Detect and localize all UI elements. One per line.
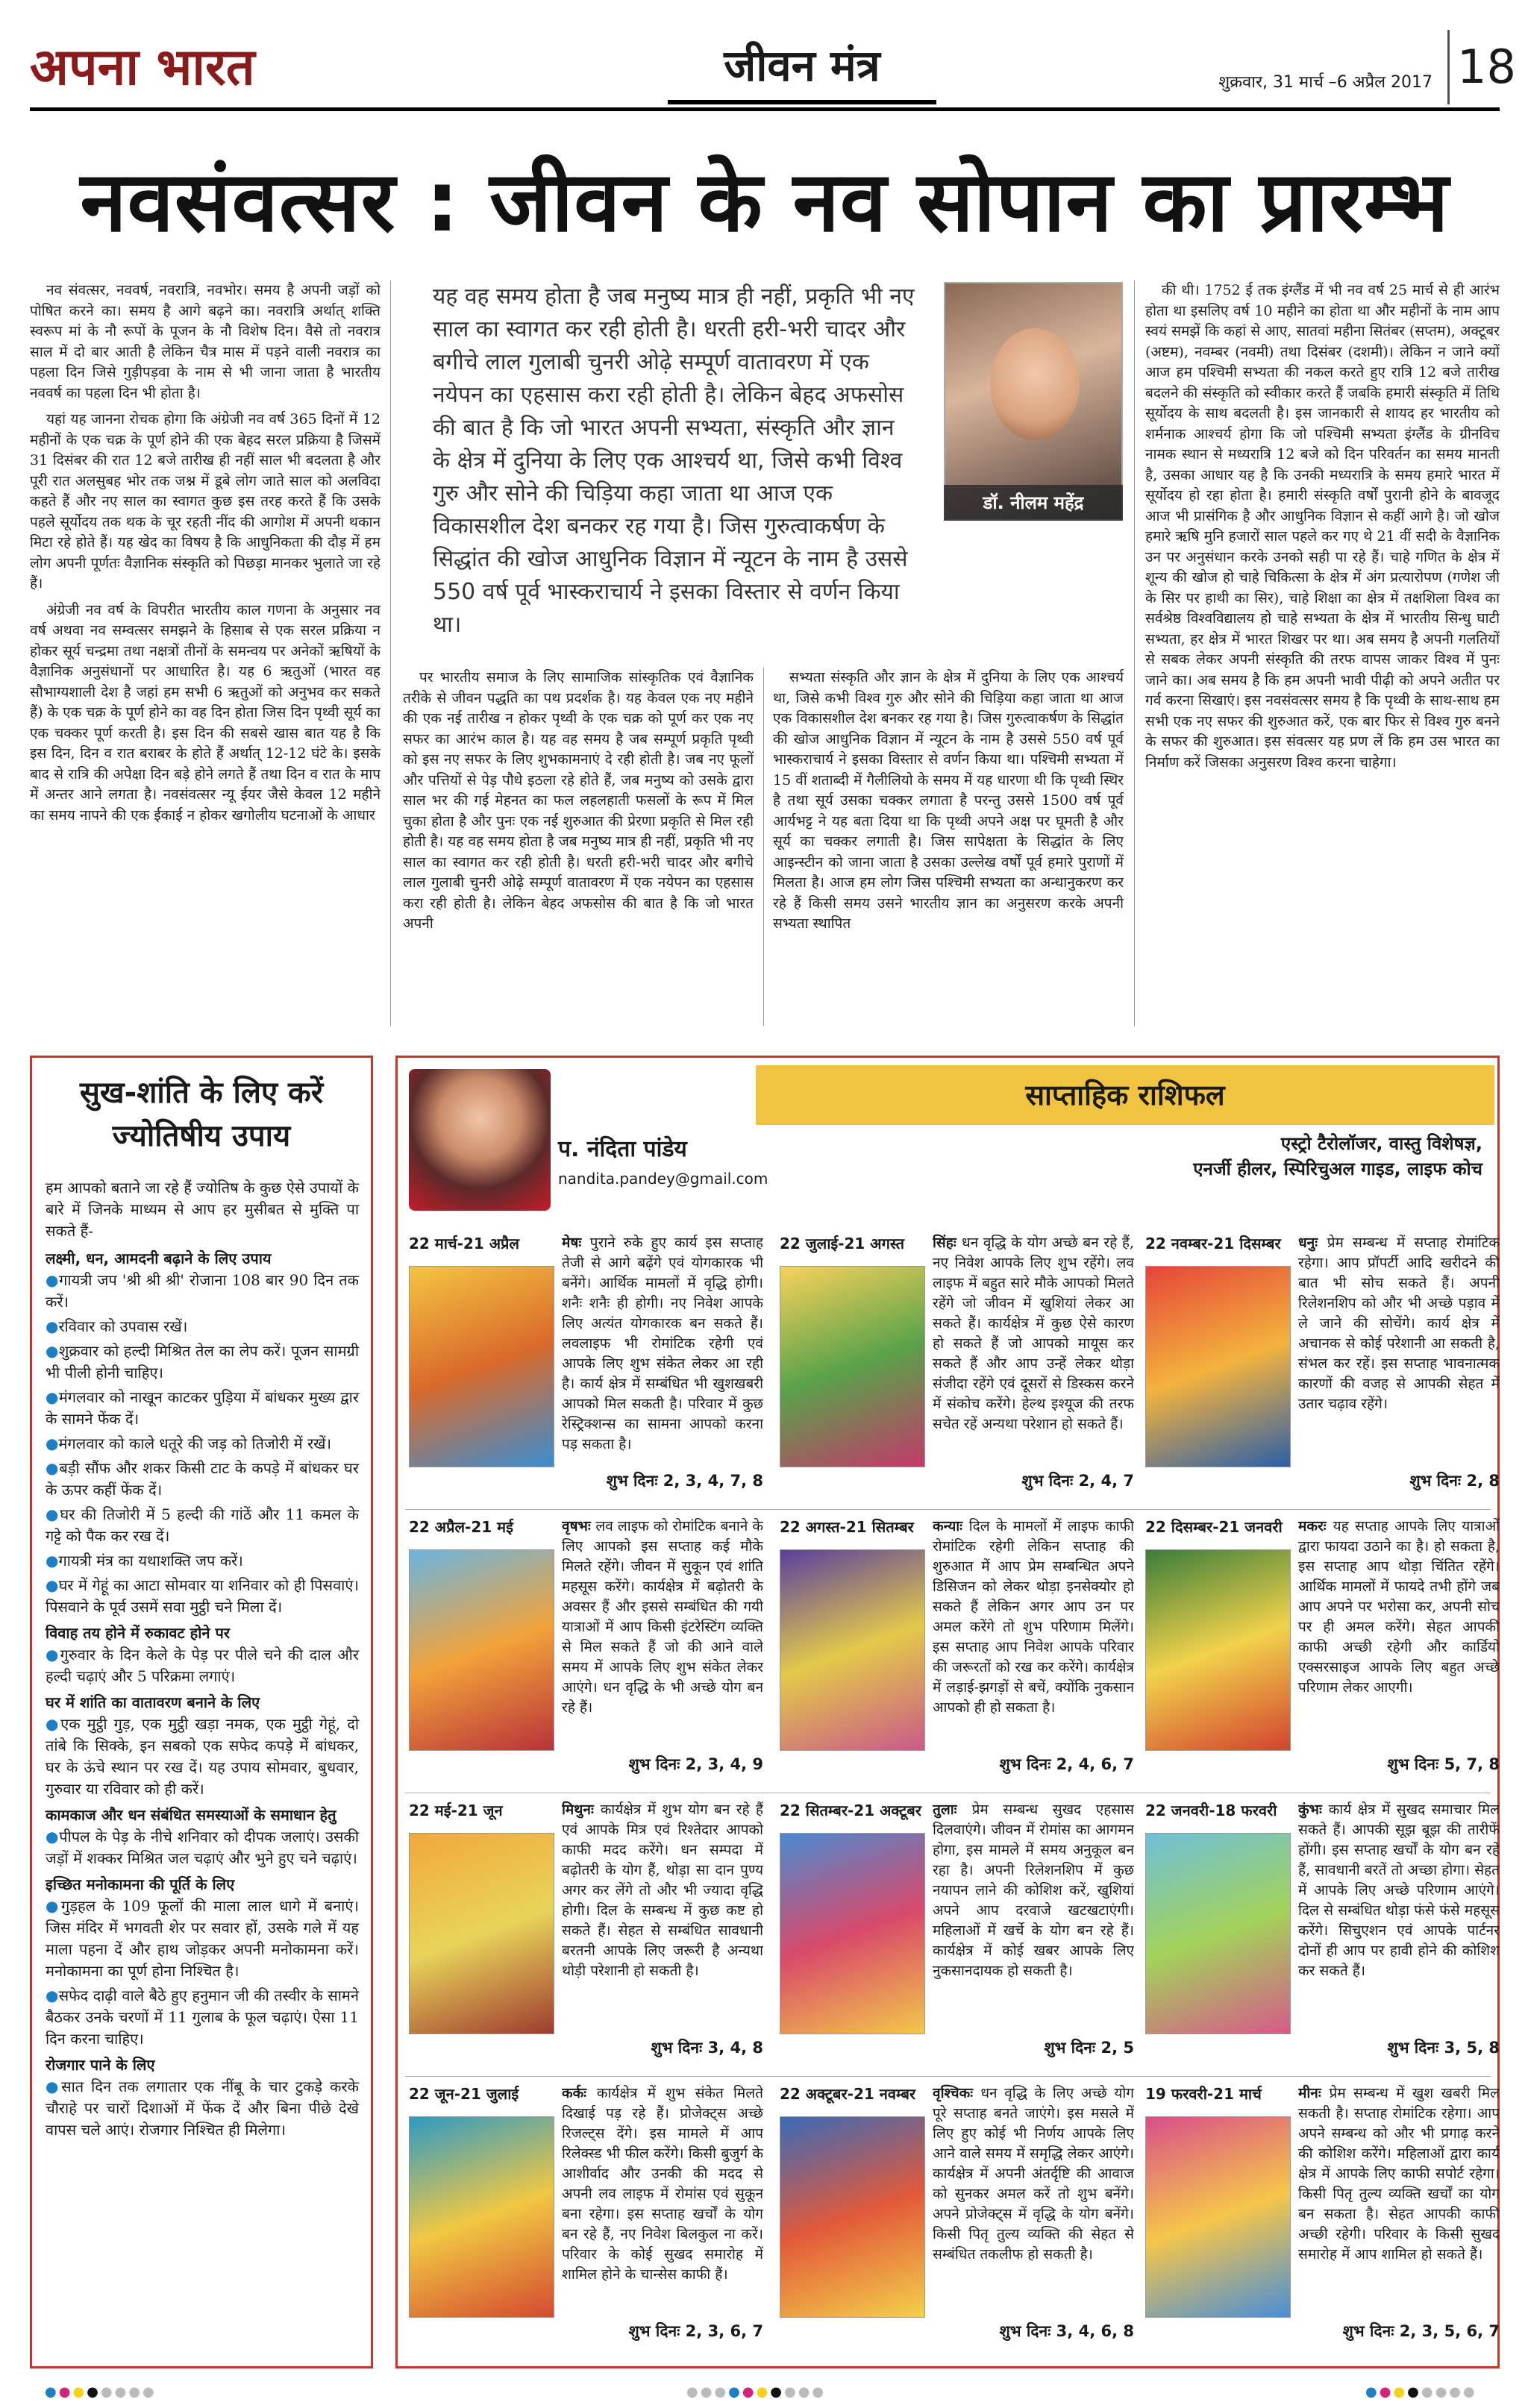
zodiac-dates: 22 अक्टूबर-21 नवम्बर <box>780 2085 916 2103</box>
remedy-item: ● पीपल के पेड़ के नीचे शनिवार को दीपक जलाएं। उसकी जड़ों में शक्कर मिश्रित जल चढ़ाएं और भुने हुए चने चढ़ाएं। <box>46 1826 359 1869</box>
zodiac-illustration <box>1145 2116 1291 2318</box>
zodiac-lucky-days: शुभ दिनः 2, 3, 5, 6, 7 <box>1342 2322 1500 2340</box>
zodiac-name: वृषभः <box>562 1518 596 1534</box>
zodiac-sign-card <box>409 1800 763 2080</box>
zodiac-illustration <box>409 1266 554 1467</box>
article-paragraph: की थी। 1752 ई तक इंग्लैंड में भी नव वर्ष 25 मार्च से ही आरंभ होता था इसलिए वर्ष 10 महीने का होता था और महीनों के नाम आप स्वयं समझें कि कहां से आए, सातवां महीना सितंबर (सप्तम), अक्टूबर (अष्टम), नवम्बर (नवमी) तथा दिसंबर (दशमी)। लेकिन न जाने क्यों आज हम पश्चिमी सभ्यता की नकल करते हुए रात्रि 12 बजे तारीख बदलने की संस्कृति को स्वीकार करते हैं जबकि हमारी संस्कृति में तिथि सूर्योदय के साथ बदलती है। इस जानकारी से शायद हर भारतीय को शर्मनाक आश्चर्य होगा कि जो पश्चिमी सभ्यता इंग्लैंड के ग्रीनविच नामक स्थान से मध्यरात्रि 12 बजे को दिन परिवर्तन का समय मानती है, उसका आधार यह है कि उनकी मध्यरात्रि के समय हमारे भारत में सूर्योदय हो रहा होता है। हमारी संस्कृति वर्षों पुरानी होने के बावजूद आज भी प्रासंगिक है और आधुनिक विज्ञान से कहीं आगे है। जो खोज हमारे ऋषि मुनि हजारों साल पहले कर गए थे 21 वीं सदी के वैज्ञानिक उन पर अनुसंधान करके उनको सही पा रहे हैं। चाहे गणित के क्षेत्र में शून्य की खोज हो चाहे चिकित्सा के क्षेत्र में अंग प्रत्यारोपण (गणेश जी के सिर पर हाथी का सिर), चाहे शिक्षा का क्षेत्र में तक्षशिला विश्व का सर्वश्रेष्ठ विश्वविद्यालय हो चाहे सभ्यता के क्षेत्र में भारतीय सिन्धु घाटी सभ्यता, हर क्षेत्र में भारत शिखर पर था। अब समय है अपनी गलतियों से सबक लेकर अपनी संस्कृति की तरफ वापस जाकर विश्व में पुनः जाने का। अब समय है कि हम अपनी भावी पीढ़ी को अपने अतीत पर गर्व करना सिखाएं। इस नवसंवत्सर समय है कि पृथ्वी के साथ-साथ हम सभी एक नए सफर की शुरुआत करें, एक बार फिर से विश्व गुरु बनने के सफर की शुरुआत। इस संवत्सर यह प्रण लें कि हम उस भारत का निर्माण करें जिसका अनुसरण विश्व करना चाहेगा। <box>1145 282 1500 771</box>
zodiac-name: मेषः <box>562 1235 590 1251</box>
print-registration-dots: ●●●●●●●●●● <box>686 2384 827 2400</box>
article-column-3 <box>773 668 1124 1026</box>
zodiac-illustration <box>409 1549 554 1751</box>
zodiac-illustration <box>780 2116 925 2318</box>
zodiac-sign-card <box>780 1517 1134 1796</box>
zodiac-lucky-days: शुभ दिनः 2, 4, 7 <box>1021 1472 1134 1490</box>
zodiac-row-divider <box>405 1509 1491 1510</box>
zodiac-name: सिंहः <box>933 1235 962 1251</box>
zodiac-dates: 22 नवम्बर-21 दिसम्बर <box>1145 1235 1281 1252</box>
zodiac-dates: 22 जून-21 जुलाई <box>409 2085 519 2103</box>
remedy-heading: रोजगार पाने के लिए <box>46 2056 155 2074</box>
zodiac-dates: 22 जनवरी-18 फरवरी <box>1145 1802 1277 1819</box>
article-column-2 <box>403 668 754 1026</box>
article-column-4 <box>1145 280 1500 1026</box>
zodiac-text: प्रेम सम्बन्ध में खुश खबरी मिल सकती है। सप्ताह रोमांटिक रहेगा। आप अपने सम्बन्ध को और भी प्रगाढ़ करने की कोशिश करेंगे। महिलाओं द्वारा कार्य क्षेत्र में आपके लिए काफी सपोर्ट रहेगा। किसी पितृ तुल्य व्यक्ति खर्चों का योग बन सकता है। सेहत आपकी काफी अच्छी रहेगी। परिवार के किसी सुखद समारोह में आप शामिल हो सकते हैं। <box>1298 2085 1500 2263</box>
zodiac-lucky-days: शुभ दिनः 2, 5 <box>1044 2039 1134 2057</box>
section-title: जीवन मंत्र <box>668 30 936 104</box>
zodiac-text: लव लाइफ को रोमांटिक बनाने के लिए आपको इस सप्ताह कई मौके मिलते रहेंगे। जीवन में सुकून एवं शांति महसूस करेंगे। कार्यक्षेत्र में बढ़ोतरी के अवसर हैं और इससे सम्बंधित की गयी यात्राओं में आप किसी इंटरेस्टिंग व्यक्ति से मिल सकते हैं जो की आने वाले समय में आपके लिए शुभ संकेत लेकर आएंगे। धन वृद्धि के भी अच्छे योग बन रहे हैं। <box>562 1518 763 1716</box>
pull-quote: यह वह समय होता है जब मनुष्य मात्र ही नहीं, प्रकृति भी नए साल का स्वागत कर रही होती है। धरती हरी-भरी चादर और बगीचे लाल गुलाबी चुनरी ओढ़े सम्पूर्ण वातावरण में एक नयेपन का एहसास करा रही होती है। लेकिन बेहद अफसोस की बात है कि जो भारत अपनी सभ्यता, संस्कृति और ज्ञान के क्षेत्र में दुनिया के लिए एक आश्चर्य था, जिसे कभी विश्व गुरु और सोने की चिड़िया कहा जाता था आज एक विकासशील देश बनकर रह गया है। जिस गुरुत्वाकर्षण के सिद्धांत की खोज आधुनिक विज्ञान में न्यूटन के नाम है उससे 550 वर्ष पूर्व भास्कराचार्य ने इसका विस्तार से वर्णन किया था। <box>433 283 915 638</box>
zodiac-dates: 22 जुलाई-21 अगस्त <box>780 1235 905 1252</box>
zodiac-lucky-days: शुभ दिनः 3, 4, 6, 8 <box>999 2322 1134 2340</box>
remedy-item: ● घर की तिजोरी में 5 हल्दी की गांठें और 11 कमल के गट्टे को पैक कर रख दें। <box>46 1504 359 1547</box>
zodiac-illustration <box>409 1833 554 2034</box>
zodiac-text: कार्य क्षेत्र में सुखद समाचार मिल सकते हैं। आपकी सूझ बूझ की तारीफें होंगी। इस सप्ताह खर्चों के योग बन रहे हैं, सावधानी बरतें तो अच्छा होगा। सेहत में आपके लिए अच्छे परिणाम आएंगे। दिल से सम्बंधित थोड़ा फंसे फंसे महसूस करेंगे। सिचुएशन एवं आपके पार्टनर दोनों ही आप पर हावी होने की कोशिश कर सकते हैं। <box>1298 1802 1500 1979</box>
zodiac-forecast <box>562 2084 763 2316</box>
zodiac-lucky-days: शुभ दिनः 2, 3, 4, 9 <box>628 1755 763 1773</box>
zodiac-row-divider <box>405 2076 1491 2077</box>
remedy-item: ● मंगलवार को नाखून काटकर पुड़िया में बांधकर मुख्य द्वार के सामने फेंक दें। <box>46 1387 359 1430</box>
zodiac-forecast <box>1298 2084 1500 2316</box>
zodiac-sign-card <box>780 2084 1134 2363</box>
zodiac-forecast <box>933 1800 1134 2033</box>
zodiac-lucky-days: शुभ दिनः 3, 5, 8 <box>1387 2039 1500 2057</box>
remedy-heading: विवाह तय होने में रुकावट होने पर <box>46 1624 230 1642</box>
remedy-item: ● घर में गेहूं का आटा सोमवार या शनिवार को ही पिसवाएं। पिसवाने के पूर्व उसमें सवा मुट्ठी चने मिला दें। <box>46 1575 359 1618</box>
zodiac-name: मिथुनः <box>562 1802 601 1818</box>
zodiac-dates: 22 मई-21 जून <box>409 1802 503 1819</box>
horoscope-box <box>395 1056 1500 2368</box>
article-column-1 <box>30 280 381 1026</box>
zodiac-name: धनुः <box>1298 1235 1327 1251</box>
zodiac-forecast <box>1298 1517 1500 1749</box>
zodiac-sign-card <box>780 1233 1134 1513</box>
astrologer-photo <box>409 1069 551 1211</box>
zodiac-dates: 22 अगस्त-21 सितम्बर <box>780 1518 914 1536</box>
zodiac-sign-card <box>409 1517 763 1796</box>
remedy-heading: कामकाज और धन संबंधित समस्याओं के समाधान हेतु <box>46 1806 336 1824</box>
astrologer-titles-line: एनर्जी हीलर, स्पिरिचुअल गाइड, लाइफ कोच <box>1193 1158 1482 1179</box>
zodiac-dates: 22 दिसम्बर-21 जनवरी <box>1145 1518 1283 1536</box>
remedy-item: ● बड़ी सौंफ और शकर किसी टाट के कपड़े में बांधकर घर के ऊपर कहीं फेंक दें। <box>46 1458 359 1501</box>
author-caption: डॉ. नीलम महेंद्र <box>944 485 1123 521</box>
zodiac-illustration <box>1145 1266 1291 1467</box>
article-paragraph: पर भारतीय समाज के लिए सामाजिक सांस्कृतिक एवं वैज्ञानिक तरीके से जीवन पद्धति का पथ प्रदर्शक है। यह केवल एक नए महीने की एक नई तारीख न होकर पृथ्वी के एक चक्र को पूर्ण कर एक नए सफर का आरंभ काल है। यह वह समय है जब सम्पूर्ण प्रकृति पृथ्वी को इस नए सफर के लिए शुभकामनाएं दे रही होती है। जब नए फूलों और पत्तियों से पेड़ पौधे इठला रहे होते हैं, जब मनुष्य को उसके द्वारा साल भर की गई मेहनत का फल लहलहाती फसलों के रूप में मिल चुका होता है और पुनः एक नई शुरुआत की प्रेरणा प्रकृति से मिल रही होती है। यह वह समय होता है जब मनुष्य मात्र ही नहीं, प्रकृति भी नए साल का स्वागत कर रही होती है। धरती हरी-भरी चादर और बगीचे लाल गुलाबी चुनरी ओढ़े सम्पूर्ण वातावरण में एक नयेपन का एहसास करा रही होती है। लेकिन बेहद अफसोस की बात है कि जो भारत अपनी <box>403 669 754 932</box>
zodiac-lucky-days: शुभ दिनः 2, 8 <box>1409 1472 1500 1490</box>
remedy-item: ● सात दिन तक लगातार एक नींबू के चार टुकड़े करके चौराहे पर चारों दिशाओं में फेंक दें और बिना पीछे देखे वापस चले आएं। रोजगार निश्चित ही मिलेगा। <box>46 2076 359 2141</box>
zodiac-dates: 22 सितम्बर-21 अक्टूबर <box>780 1802 921 1819</box>
remedy-item: ● गायत्री मंत्र का यथाशक्ति जप करें। <box>46 1550 359 1572</box>
zodiac-illustration <box>1145 1549 1291 1751</box>
page-headline: नवसंवत्सर : जीवन के नव सोपान का प्रारम्भ <box>80 154 1450 251</box>
column-divider <box>390 280 391 1026</box>
zodiac-illustration <box>780 1549 925 1751</box>
remedies-title: सुख-शांति के लिए करें ज्योतिषीय उपाय <box>79 1076 324 1153</box>
zodiac-dates: 19 फरवरी-21 मार्च <box>1145 2085 1262 2103</box>
zodiac-dates: 22 अप्रैल-21 मई <box>409 1518 513 1536</box>
zodiac-text: धन वृद्धि के लिए अच्छे योग पूरे सप्ताह बनते जाएंगे। इस मसले में लिए हुए कोई भी निर्णय आपके लिए आने वाले समय में समृद्धि लेकर आएंगे। कार्यक्षेत्र में अपनी अंतर्दृष्टि की आवाज को सुनकर अमल करें तो शुभ बनेंगे। अपने प्रोजेक्ट्स में वृद्धि के योग बनेंगे। किसी पितृ तुल्य व्यक्ति की सेहत से सम्बंधित तकलीफ हो सकती है। <box>933 2085 1134 2263</box>
zodiac-text: धन वृद्धि के योग अच्छे बन रहे हैं, नए निवेश आपके लिए शुभ रहेंगे। लव लाइफ में बहुत सारे मौके आपको मिलते रहेंगे जो जीवन में खुशियां लेकर आ सकते हैं। कार्यक्षेत्र में कुछ ऐसे कारण हो सकते हैं जो आपको मायूस कर सकते हैं और आप उन्हें लेकर थोड़ा संजीदा रहेंगे एवं दूसरों से डिस्कस करने में संकोच करेंगे। हेल्थ इश्यूज की तरफ सचेत रहें अन्यथा परेशान हो सकते हैं। <box>933 1235 1134 1432</box>
zodiac-forecast <box>933 1517 1134 1749</box>
zodiac-sign-card <box>1145 1233 1500 1513</box>
print-registration-dots: ●●●●●●●● <box>1365 2384 1477 2400</box>
masthead <box>30 30 1516 112</box>
remedy-item: ● गायत्री जप 'श्री श्री श्री' रोजाना 108 बार 90 दिन तक करें। <box>46 1270 359 1313</box>
zodiac-illustration <box>409 2116 554 2318</box>
article-paragraph: अंग्रेजी नव वर्ष के विपरीत भारतीय काल गणना के अनुसार नव वर्ष अथवा नव सम्वत्सर समझने के हिसाब से एक सरल प्रक्रिया न होकर सूर्य चन्द्रमा तथा नक्षत्रों तीनों के समन्वय पर अनेकों ऋषियों के वैज्ञानिक अनुसंधानों पर आधारित है। यह 6 ऋतुओं (भारत वह सौभाग्यशाली देश है जहां हम सभी 6 ऋतुओं को अनुभव कर सकते हैं) के एक चक्र के पूर्ण होने का वह दिन होता जिस दिन पृथ्वी सूर्य का एक चक्कर पूर्ण करती है। इस दिन की सबसे खास बात यह है कि इस दिन, दिन व रात बराबर के होते हैं अर्थात् 12-12 घंटे के। इसके बाद से रात्रि की अपेक्षा दिन बड़े होने लगते हैं तथा दिन व रात के माप में अन्तर आने लगता है। नवसंवत्सर न्यू ईयर जैसे केवल 12 महीने का समय नापने की एक ईकाई न होकर खगोलीय घटनाओं के आधार <box>30 601 381 824</box>
horoscope-title: साप्ताहिक राशिफल <box>1025 1079 1225 1111</box>
brand-logo: अपना भारत <box>30 37 255 97</box>
masthead-rule <box>30 107 1500 111</box>
article-paragraph: नव संवत्सर, नववर्ष, नवरात्रि, नवभोर। समय है अपनी जड़ों को पोषित करने का। समय है आगे बढ़ने का। नवरात्रि अर्थात् शक्ति स्वरूप मां के नौ रूपों के पूजन के नौ विशेष दिन। वैसे तो नवरात्र साल में दो बार आती है लेकिन चैत्र मास में पड़ने वाली नवरात्र का पहला दिन जिसे गुड़ीपड़वा के नाम से भी जाना जाता है भारतीय नववर्ष का पहला दिन भी होता है। <box>30 282 381 401</box>
remedy-item: ● रविवार को उपवास रखें। <box>46 1316 359 1338</box>
zodiac-forecast <box>562 1517 763 1749</box>
column-divider <box>1134 280 1135 1026</box>
issue-date: शुक्रवार, 31 मार्च –6 अप्रैल 2017 <box>1218 73 1432 92</box>
zodiac-forecast <box>562 1233 763 1466</box>
zodiac-sign-card <box>780 1800 1134 2080</box>
zodiac-forecast <box>933 1233 1134 1466</box>
remedies-body <box>46 1177 359 2144</box>
zodiac-forecast <box>1298 1800 1500 2033</box>
zodiac-dates: 22 मार्च-21 अप्रैल <box>409 1235 519 1252</box>
zodiac-name: मीनः <box>1298 2085 1330 2101</box>
zodiac-text: प्रेम सम्बन्ध में सप्ताह रोमांटिक रहेगा। आप प्रॉपर्टी आदि खरीदने की बात भी सोच सकते हैं। अपनी रिलेशनशिप को और भी अच्छे पड़ाव में ले जाने की सोचेंगे। कार्य क्षेत्र में अचानक से कोई परेशानी आ सकती है, संभल कर रहें। इस सप्ताह भावनात्मक कारणों की वजह से आपकी सेहत में उतार चढ़ाव रहेंगे। <box>1298 1235 1500 1412</box>
astrologer-titles <box>886 1131 1482 1182</box>
remedy-item: ● शुक्रवार को हल्दी मिश्रित तेल का लेप करें। पूजन सामग्री भी पीली होनी चाहिए। <box>46 1341 359 1384</box>
zodiac-lucky-days: शुभ दिनः 2, 3, 4, 7, 8 <box>606 1472 763 1490</box>
zodiac-sign-card <box>409 2084 763 2363</box>
zodiac-sign-card <box>1145 2084 1500 2363</box>
article-paragraph: यहां यह जानना रोचक होगा कि अंग्रेजी नव वर्ष 365 दिनों में 12 महीनों के एक चक्र के पूर्ण होने की एक बेहद सरल प्रक्रिया है जिसमें 31 दिसंबर की रात 12 बजे तारीख ही नहीं साल भी बदलता है और पूरी रात अलसुबह भोर तक जश्न में डूबे लोग जाते साल को अलविदा कहते हैं और नए साल का स्वागत कुछ इस तरह करते हैं कि उसके पहले सूर्योदय तक थक के चूर रहती नींद की आगोश में अपनी थकान मिटा रहे होते हैं। यह खेद का विषय है कि आधुनिकता की दौड़ में हम लोग अपनी पूर्णतः वैज्ञानिक संस्कृति को पिछड़ा मानकर भुलाते जा रहे हैं। <box>30 411 381 592</box>
remedy-item: ● मंगलवार को काले धतूरे की जड़ को तिजोरी में रखें। <box>46 1433 359 1455</box>
zodiac-illustration <box>780 1266 925 1467</box>
remedy-item: ● एक मुट्ठी गुड़, एक मुट्ठी खड़ा नमक, एक मुट्ठी गेहूं, दो तांबे कि सिक्के, इन सबको एक सफेद कपड़े में बांधकर, घर के ऊंचे स्थान पर रख दें। यह उपाय सोमवार, बुधवार, गुरुवार या रविवार को ही करें। <box>46 1713 359 1800</box>
zodiac-name: मकरः <box>1298 1518 1333 1534</box>
zodiac-text: प्रेम सम्बन्ध सुखद एहसास दिलवाएंगे। जीवन में रोमांस का आगमन होगा, इस मामले में समय अनुकूल बन रहा है। अपनी रिलेशनशिप में कुछ नयापन लाने की कोशिश करें, खुशियां अपने आप दरवाजे खटखटाएंगी। महिलाओं में खर्चे के योग बन रहे हैं। कार्यक्षेत्र में कोई खबर आपके लिए नुकसानदायक हो सकती है। <box>933 1802 1134 1979</box>
zodiac-illustration <box>1145 1833 1291 2034</box>
astrologer-titles-line: एस्ट्रो टैरोलॉजर, वास्तु विशेषज्ञ, <box>1280 1133 1482 1154</box>
zodiac-sign-card <box>1145 1517 1500 1796</box>
zodiac-lucky-days: शुभ दिनः 2, 3, 6, 7 <box>628 2322 763 2340</box>
zodiac-lucky-days: शुभ दिनः 2, 4, 6, 7 <box>999 1755 1134 1773</box>
remedy-item: ● गुरुवार के दिन केले के पेड़ पर पीले चने की दाल और हल्दी चढ़ाएं और 5 परिक्रमा लगाएं। <box>46 1644 359 1687</box>
astrologer-email: nandita.pandey@gmail.com <box>558 1170 768 1188</box>
remedies-box <box>30 1056 373 2368</box>
zodiac-name: तुलाः <box>933 1802 972 1818</box>
remedy-heading: इच्छित मनोकामना की पूर्ति के लिए <box>46 1875 235 1893</box>
zodiac-text: पुराने रुके हुए कार्य इस सप्ताह तेजी से आगे बढ़ेंगे एवं योगकारक भी बनेंगे। आर्थिक मामलों में वृद्धि होगी। शनैः शनैः ही होगी। नए निवेश आपके लिए अत्यंत योगकारक बन सकते हैं। लवलाइफ भी रोमांटिक रहेगी एवं आपके लिए शुभ संकेत लेकर आ रही है। कार्य क्षेत्र में सम्बंधित भी खुशखबरी आपको मिल सकती है। परिवार में कुछ रेस्ट्रिक्शन्स का सामना आपको करना पड़ सकता है। <box>562 1235 763 1452</box>
zodiac-text: कार्यक्षेत्र में शुभ संकेत मिलते दिखाई पड़ रहे हैं। प्रोजेक्ट्स अच्छे रिजल्ट्स देंगे। इस मामले में आप रिलेक्स्ड भी फील करेंगे। किसी बुजुर्ग के आशीर्वाद और उनकी की मदद से अपनी लव लाइफ में रोमांस एवं सुकून बना रहेगा। इस सप्ताह खर्चों के योग बन रहे हैं, नए निवेश बिलकुल ना करें। परिवार के कोई सुखद समारोह में शामिल होने के चान्सेस काफी हैं। <box>562 2085 763 2283</box>
zodiac-name: वृश्चिकः <box>933 2085 981 2101</box>
zodiac-text: कार्यक्षेत्र में शुभ योग बन रहे हैं एवं आपके मित्र एवं रिश्तेदार आपको काफी मदद करेंगे। धन सम्पदा में बढ़ोतरी के योग हैं, थोड़ा सा दान पुण्य अगर कर लेंगे तो और भी ज्यादा वृद्धि होगी। दिल के सम्बन्ध में कुछ कष्ट हो सकते हैं। सेहत से सम्बंधित सावधानी बरतनी आपके लिए जरूरी है अन्यथा थोड़ी परेशानी हो सकती है। <box>562 1802 763 1979</box>
remedy-item: ● गुड़हल के 109 फूलों की माला लाल धागे में बनाएं। जिस मंदिर में भगवती शेर पर सवार हों, उसके गले में यह माला पहना दें और हाथ जोड़कर अपनी मनोकामना करें। मनोकामना का पूर्ण होना निश्चित है। <box>46 1896 359 1982</box>
remedy-heading: लक्ष्मी, धन, आमदनी बढ़ाने के लिए उपाय <box>46 1250 272 1267</box>
article-paragraph: सभ्यता संस्कृति और ज्ञान के क्षेत्र में दुनिया के लिए एक आश्चर्य था, जिसे कभी विश्व गुरु और सोने की चिड़िया कहा जाता था आज एक विकासशील देश बनकर रह गया है। जिस गुरुत्वाकर्षण के सिद्धांत की खोज आधुनिक विज्ञान में न्यूटन के नाम है उससे 550 वर्ष पूर्व भास्कराचार्य ने इसका विस्तार से वर्णन किया था। पश्चिमी सभ्यता में 15 वीं शताब्दी में गैलीलियो के समय में यह धारणा थी कि पृथ्वी स्थिर है तथा सूर्य उसका चक्कर लगाता है परन्तु उससे 1500 वर्ष पूर्व आर्यभट्ट ने यह बता दिया था कि पृथ्वी अपने अक्ष पर घूमती है और सूर्य का चक्कर लगाती है। जिस सापेक्षता के सिद्धांत के लिए आइन्स्टीन को जाना जाता है उसका उल्लेख वर्षों पूर्व हमारे पुराणों में मिलता है। आज हम लोग जिस पश्चिमी सभ्यता का अन्धानुकरण कर रहे हैं किसी समय उसने भारतीय ज्ञान का अनुसरण करके अपनी सभ्यता स्थापित <box>773 669 1124 932</box>
zodiac-name: कुंभः <box>1298 1802 1329 1818</box>
page-number: 18 <box>1447 30 1507 104</box>
zodiac-forecast <box>933 2084 1134 2316</box>
author-face <box>990 328 1080 440</box>
zodiac-text: यह सप्ताह आपके लिए यात्राओं द्वारा फायदा उठाने का है। हो सकता है, इस सप्ताह आप थोड़ा चिंतित रहेंगे। आर्थिक मामलों में फायदे तभी होंगे जब आप अपने पर भरोसा कर, अपनी सोच पर ही अमल करेंगे। सेहत आपकी काफी अच्छी रहेगी और कार्डियो एक्सरसाइज आपके लिए बहुत अच्छे परिणाम लेकर आएगी। <box>1298 1518 1500 1696</box>
remedy-item: ● सफेद दाढ़ी वाले बैठे हुए हनुमान जी की तस्वीर के सामने बैठकर उनके चरणों में 11 गुलाब के फूल चढ़ाएं। ऐसा 11 दिन करना चाहिए। <box>46 1985 359 2050</box>
zodiac-name: कर्कः <box>562 2085 597 2101</box>
zodiac-forecast <box>562 1800 763 2033</box>
zodiac-name: कन्याः <box>933 1518 969 1534</box>
zodiac-sign-card <box>409 1233 763 1513</box>
remedies-intro: हम आपको बताने जा रहे हैं ज्योतिष के कुछ ऐसे उपायों के बारे में जिनके माध्यम से आप हर मुसीबत से मुक्ति पा सकते हैं- <box>46 1179 359 1240</box>
astrologer-name: प. नंदिता पांडेय <box>558 1136 687 1162</box>
zodiac-illustration <box>780 1833 925 2034</box>
zodiac-forecast <box>1298 1233 1500 1466</box>
zodiac-sign-card <box>1145 1800 1500 2080</box>
remedy-heading: घर में शांति का वातावरण बनाने के लिए <box>46 1693 260 1711</box>
zodiac-lucky-days: शुभ दिनः 3, 4, 8 <box>651 2039 763 2057</box>
print-registration-dots: ●●●●●●●● <box>45 2384 157 2400</box>
zodiac-text: दिल के मामलों में लाइफ काफी रोमांटिक रहेगी लेकिन सप्ताह की शुरुआत में आप प्रेम सम्बन्धित अपने डिसिजन को लेकर थोड़ा इनसेक्योर हो सकते हैं लेकिन अगर आप उन पर अमल करेंगे तो शुभ परिणाम मिलेंगे। इस सप्ताह आप निवेश आपके परिवार की जरूरतों को रख कर करेंगे। कार्यक्षेत्र में लड़ाई-झगड़ों से बचें, क्योंकि नुकसान आपको ही हो सकता है। <box>933 1518 1134 1716</box>
zodiac-lucky-days: शुभ दिनः 5, 7, 8 <box>1387 1755 1500 1773</box>
horoscope-title-band <box>756 1065 1494 1125</box>
column-divider <box>763 668 764 1026</box>
